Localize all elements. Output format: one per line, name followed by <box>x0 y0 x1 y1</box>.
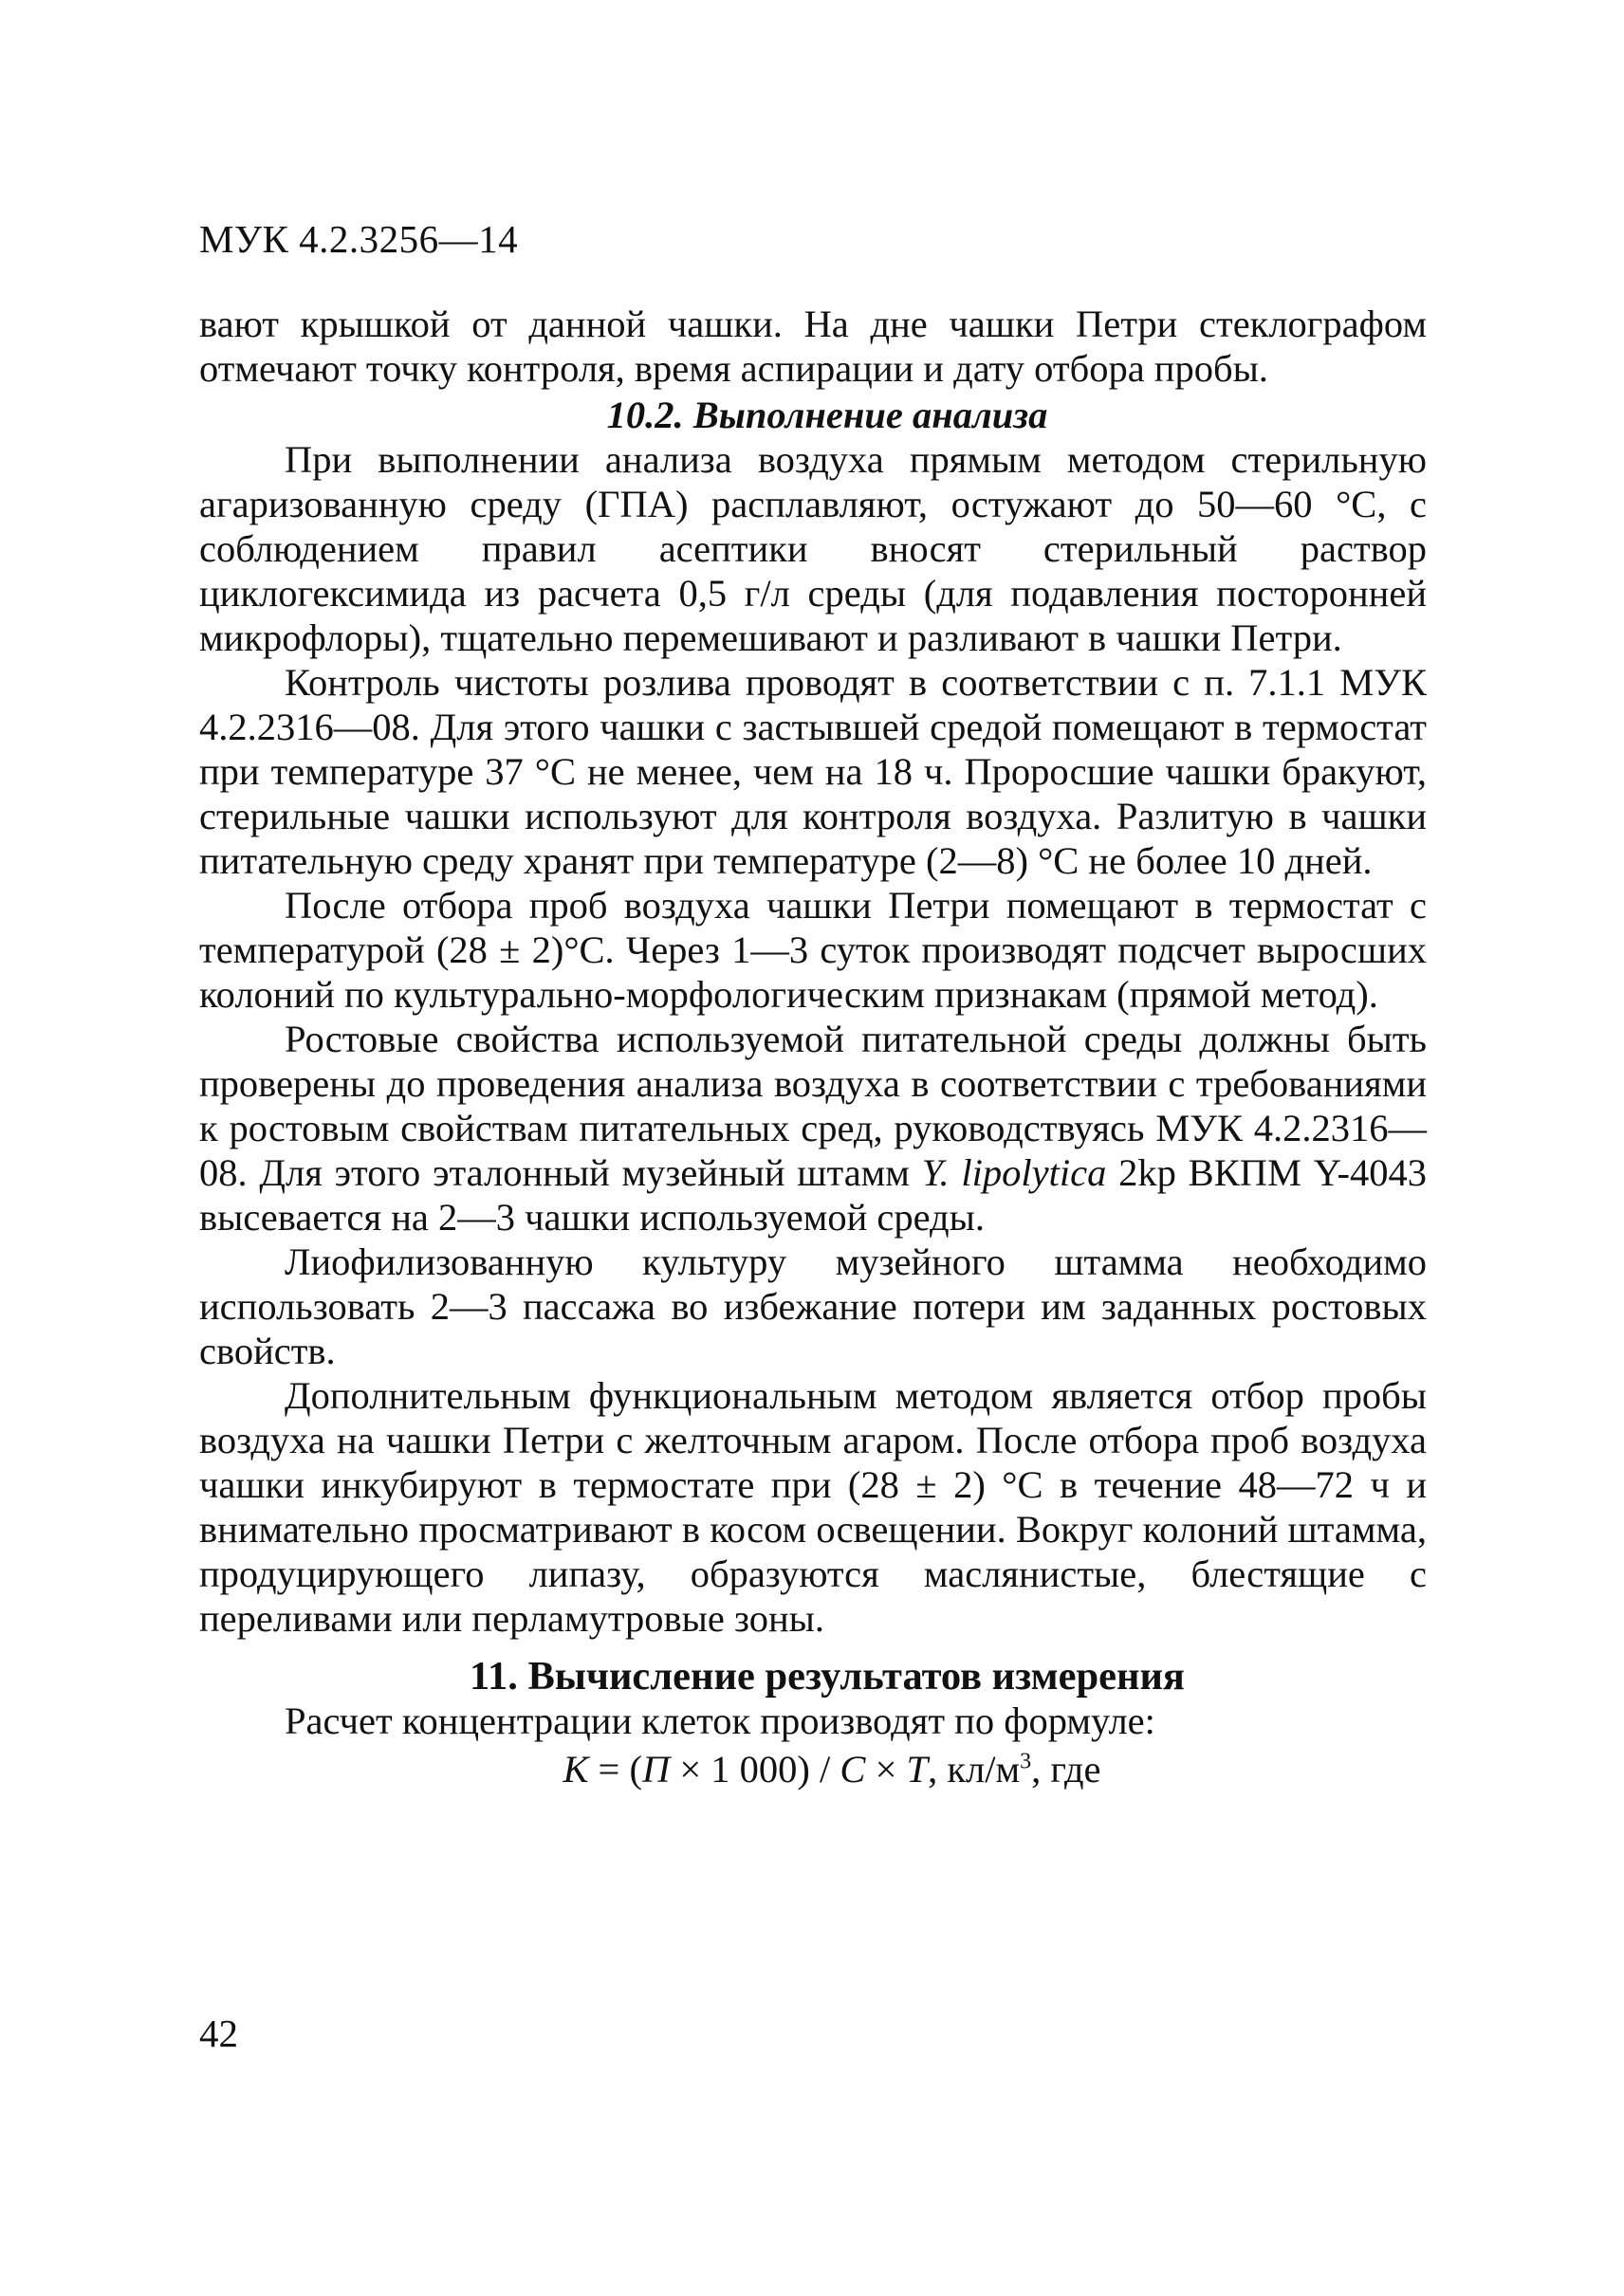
paragraph: Дополнительным функциональным методом является отбор пробы воздуха на чашки Петри с желточным агаром. После отбора проб воздуха чашки инкубируют в термостате при (28 ± 2) °С в течение 48—72 ч и внимательно просматривают в косом освещении. Вокруг колоний штамма, продуцирующего липазу, образуются маслянистые, блестящие с переливами или перламутровые зоны. <box>199 1374 1427 1640</box>
section-title-10-2: 10.2. Выполнение анализа <box>606 394 1048 436</box>
paragraph: После отбора проб воздуха чашки Петри помещают в термостат с температурой (28 ± 2)°С. Через 1—3 суток производят подсчет выросших колоний по культурально-морфологическим признакам (прямой метод). <box>199 884 1427 1016</box>
paragraph-continuation: вают крышкой от данной чашки. На дне чашки Петри стеклографом отмечают точку контроля, время аспирации и дату отбора пробы. <box>199 303 1427 390</box>
paragraph: Лиофилизованную культуру музейного штамма необходимо использовать 2—3 пассажа во избежание потери им заданных ростовых свойств. <box>199 1240 1427 1372</box>
formula-var-t: Т <box>906 1748 929 1791</box>
chapter-title-11: 11. Вычисление результатов измерения <box>470 1654 1185 1699</box>
formula-unit: , кл/м <box>928 1748 1021 1791</box>
formula-tail: , где <box>1031 1748 1101 1791</box>
formula-unit-exponent: 3 <box>1020 1749 1032 1774</box>
paragraph-text: 2kp ВКПМ Y-4043 высевается на 2—3 чашки используемой среды. <box>199 1151 1427 1239</box>
paragraph: Контроль чистоты розлива проводят в соответствии с п. 7.1.1 МУК 4.2.2316—08. Для этого чашки с застывшей средой помещают в термостат при температуре 37 °С не менее, чем на 18 ч. Проросшие чашки бракуют, стерильные чашки используют для контроля воздуха. Разлитую в чашки питательную среду хранят при температуре (2—8) °С не более 10 дней. <box>199 661 1427 882</box>
formula-part: × 1 000) / <box>670 1748 840 1791</box>
formula <box>199 1747 1427 1791</box>
paragraph: При выполнении анализа воздуха прямым методом стерильную агаризованную среду (ГПА) расплавляют, остужают до 50—60 °С, с соблюдением правил асептики вносят стерильный раствор циклогексимида из расчета 0,5 г/л среды (для подавления посторонней микрофлоры), тщательно перемешивают и разливают в чашки Петри. <box>199 438 1427 659</box>
formula-var-c: С <box>840 1748 866 1791</box>
page-content <box>199 302 1427 1791</box>
paragraph-text: Ростовые свойства используемой питательной среды должны быть проверены до проведения анализа воздуха в соответствии с требованиями к ростовым свойствам питательных сред, руководствуясь МУК 4.2.2316—08. Для этого эталонный музейный штамм <box>199 1018 1427 1194</box>
formula-part: = ( <box>588 1748 642 1791</box>
page-number: 42 <box>199 2011 238 2055</box>
species-name: Y. lipolytica <box>921 1151 1107 1194</box>
running-head: МУК 4.2.3256—14 <box>199 217 519 261</box>
formula-lhs: К <box>563 1748 589 1791</box>
formula-var-p: П <box>641 1748 671 1791</box>
paragraph-with-species <box>199 1017 1427 1240</box>
formula-part: × <box>865 1748 907 1791</box>
paragraph: Расчет концентрации клеток производят по формуле: <box>285 1699 1155 1742</box>
